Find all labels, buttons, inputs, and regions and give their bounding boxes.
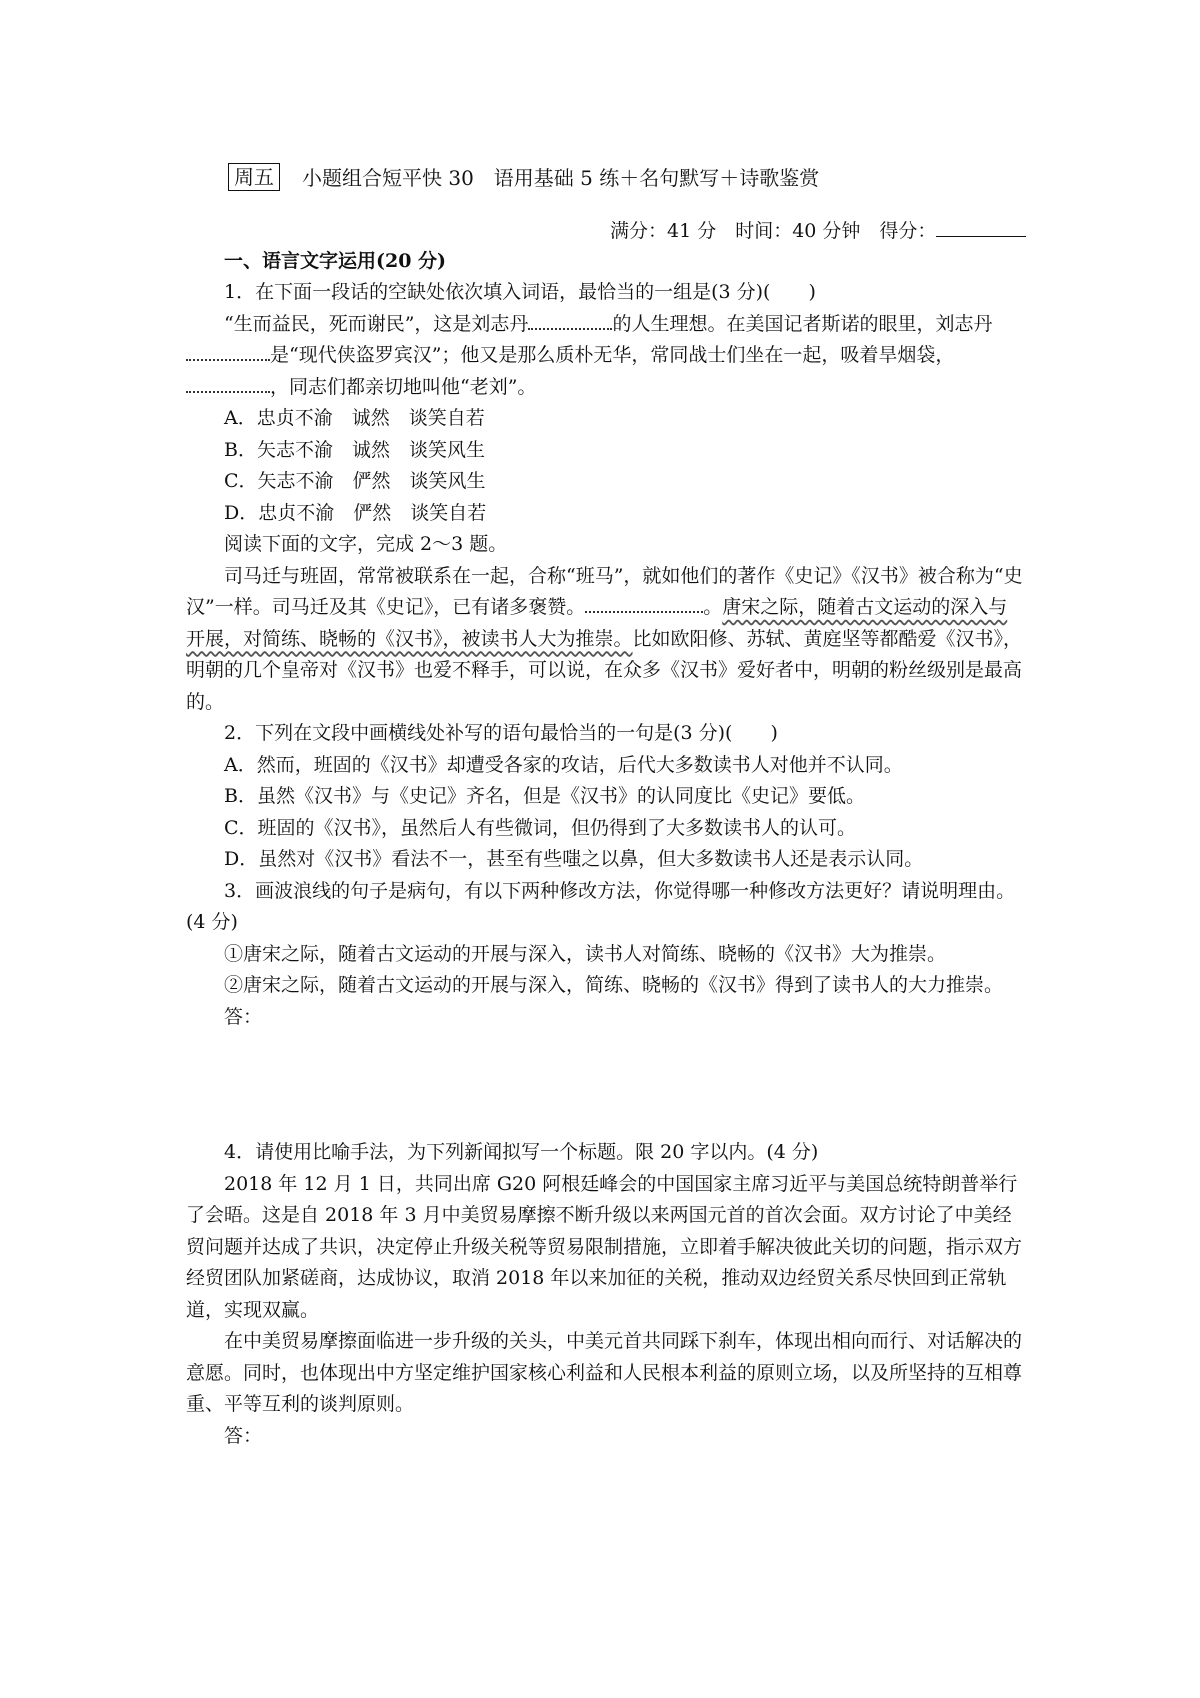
day-label-box: 周五 xyxy=(228,163,280,191)
q1-option-c[interactable]: C．矢志不渝 俨然 谈笑风生 xyxy=(224,470,486,492)
q4-answer-label: 答： xyxy=(224,1424,263,1447)
score-time-text: 满分：41 分 时间：40 分钟 得分： xyxy=(610,220,937,242)
wavy-sentence: 唐宋之际，随着古文运动的深入与开展，对简练、晓畅的《汉书》，被读书人大为推崇。 xyxy=(186,596,1008,650)
score-blank[interactable] xyxy=(936,218,1026,237)
q3-option-2: ②唐宋之际，随着古文运动的开展与深入，简练、晓畅的《汉书》得到了读书人的大力推崇。 xyxy=(224,974,1004,996)
reading-intro: 阅读下面的文字，完成 2～3 题。 xyxy=(224,533,508,555)
title-row xyxy=(228,162,819,191)
q1-stem: 1．在下面一段话的空缺处依次填入词语，最恰当的一组是(3 分)( ) xyxy=(224,281,816,303)
q1-option-a[interactable]: A．忠贞不渝 诚然 谈笑自若 xyxy=(224,407,485,429)
q2-option-a[interactable]: A．然而，班固的《汉书》却遭受各家的攻诘，后代大多数读书人对他并不认同。 xyxy=(224,753,903,776)
q4-stem: 4．请使用比喻手法，为下列新闻拟写一个标题。限 20 字以内。(4 分) xyxy=(224,1141,819,1163)
q2-option-b[interactable]: B．虽然《汉书》与《史记》齐名，但是《汉书》的认同度比《史记》要低。 xyxy=(224,785,865,807)
q3-option-1: ①唐宋之际，随着古文运动的开展与深入，读书人对简练、晓畅的《汉书》大为推崇。 xyxy=(224,942,947,965)
q3-answer-space[interactable] xyxy=(186,1033,1026,1137)
worksheet-title: 小题组合短平快 30 语用基础 5 练＋名句默写＋诗歌鉴赏 xyxy=(302,166,820,190)
reading-blank[interactable] xyxy=(585,593,703,613)
q1-option-d[interactable]: D．忠贞不渝 俨然 谈笑自若 xyxy=(224,501,487,524)
section-heading: 一、语言文字运用(20 分) xyxy=(224,250,447,272)
q1-passage: “生而益民，死而谢民”，这是刘志丹 的人生理想。在美国记者斯诺的眼里，刘志丹是“现代侠盗罗宾汉”；他又是那么质朴无华，常同战士们坐在一起，吸着旱烟袋，，同志们都亲切地叫他“老刘”。 xyxy=(186,309,1026,404)
q4-news-paragraph-1: 2018 年 12 月 1 日，共同出席 G20 阿根廷峰会的中国国家主席习近平与美国总统特朗普举行了会晤。这是自 2018 年 3 月中美贸易摩擦不断升级以来两国元首的首次会面。双方讨论了中美经贸问题并达成了共识，决定停止升级关税等贸易限制措施，立即着手解决彼此关切的问题，指示双方经贸团队加紧磋商，达成协议，取消 2018 年以来加征的关税，推动双边经贸关系尽快回到正常轨道，实现双赢。 xyxy=(186,1172,1023,1321)
question-content xyxy=(186,277,1026,1452)
q2-option-d[interactable]: D．虽然对《汉书》看法不一，甚至有些嗤之以鼻，但大多数读书人还是表示认同。 xyxy=(224,848,924,870)
score-line xyxy=(610,216,1026,243)
q3-answer-label: 答： xyxy=(224,1005,263,1028)
q3-stem: 3．画波浪线的句子是病句，有以下两种修改方法，你觉得哪一种修改方法更好？请说明理由。(4 分) xyxy=(186,879,1016,933)
q2-option-c[interactable]: C．班固的《汉书》，虽然后人有些微词，但仍得到了大多数读书人的认可。 xyxy=(224,816,857,839)
q2-stem: 2．下列在文段中画横线处补写的语句最恰当的一句是(3 分)( ) xyxy=(224,722,778,744)
q1-blank-3[interactable] xyxy=(186,373,270,393)
q1-blank-2[interactable] xyxy=(186,341,270,361)
q1-option-b[interactable]: B．矢志不渝 诚然 谈笑风生 xyxy=(224,438,485,461)
q4-news-paragraph-2: 在中美贸易摩擦面临进一步升级的关头，中美元首共同踩下刹车，体现出相向而行、对话解决的意愿。同时，也体现出中方坚定维护国家核心利益和人民根本利益的原则立场，以及所坚持的互相尊重、平等互利的谈判原则。 xyxy=(186,1330,1023,1415)
q1-blank-1[interactable] xyxy=(528,310,612,330)
reading-passage: 司马迁与班固，常常被联系在一起，合称“班马”，就如他们的著作《史记》《汉书》被合称为“史汉”一样。司马迁及其《史记》，已有诸多褒赞。 。唐宋之际，随着古文运动的深入与开展，对简练、晓畅的《汉书》，被读书人大为推崇。比如欧阳修、苏轼、黄庭坚等都酷爱《汉书》，明朝的几个皇帝对《汉书》也爱不释手，可以说，在众多《汉书》爱好者中，明朝的粉丝级别是最高的。 xyxy=(186,564,1023,713)
